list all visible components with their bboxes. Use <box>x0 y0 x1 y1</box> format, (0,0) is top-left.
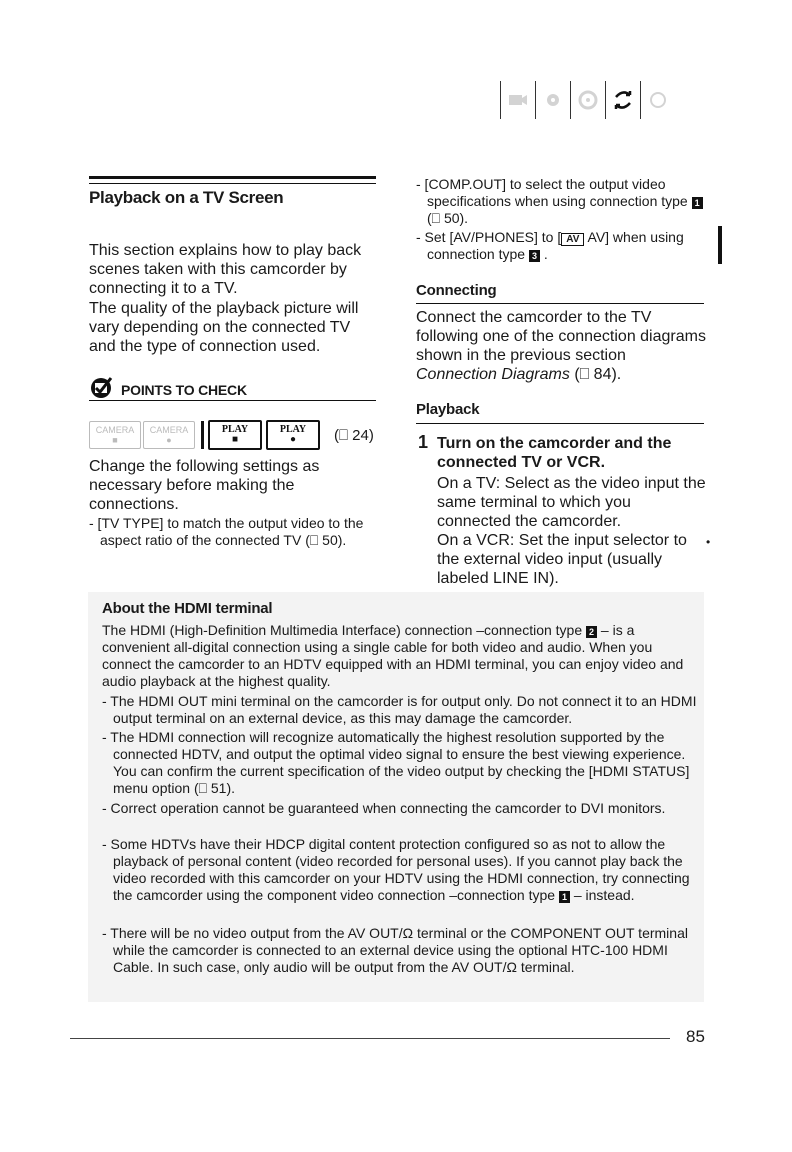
connecting-paragraph <box>416 308 708 384</box>
tab-divider <box>500 81 501 119</box>
camera-mode-label: CAMERA <box>95 425 135 435</box>
tab-divider <box>640 81 641 119</box>
points-rule <box>89 400 376 401</box>
comp-out-ref: (⎕ 50). <box>427 210 469 226</box>
connecting-ref: (⎕ 84). <box>574 366 622 383</box>
connecting-rule <box>416 303 704 304</box>
page-number: 85 <box>686 1027 705 1046</box>
tab-divider <box>570 81 571 119</box>
step-body-vcr: On a VCR: Set the input selector to the external video input (usually labeled LINE IN). <box>437 532 687 587</box>
av-phones-text-2: AV] when using connection type <box>427 229 684 262</box>
operating-modes <box>89 420 374 450</box>
disc-icon <box>575 85 601 115</box>
hdmi-bullet-resolution: - The HDMI connection will recognize automatically the highest resolution supported by the connected HDTV, and output the optimal video signal to ensure the best viewing experience. You can confirm the current specification of the video output by checking the [HDMI STATUS] menu option (⎕ 51). <box>102 729 690 796</box>
play-mode-badge <box>208 420 262 450</box>
hdmi-note-title: About the HDMI terminal <box>102 600 273 617</box>
av-phones-end: . <box>543 246 548 262</box>
playback-heading: Playback <box>416 401 480 418</box>
connection-type-badge: 1 <box>559 891 570 903</box>
play-mode-badge <box>266 420 320 450</box>
hdcp-text: - Some HDTVs have their HDCP digital content protection configured so as not to allow the playback of personal content (video recorded for personal uses). If you cannot play back the video recorded with this camcorder on your HDTV using the HDMI connection, try connecting the camcorder using the component video connection –connection type <box>102 836 690 903</box>
tab-divider <box>535 81 536 119</box>
hdmi-bullet-dvi: - Correct operation cannot be guaranteed when connecting the camcorder to DVI monitors. <box>102 800 666 816</box>
tv-type-bullet: - [TV TYPE] to match the output video to the aspect ratio of the connected TV (⎕ 50). <box>89 515 364 548</box>
step-body-tv: On a TV: Select as the video input the same terminal to which you connected the camcorder. <box>437 475 706 530</box>
connection-type-badge: 1 <box>692 197 703 209</box>
video-play-icon: ■ <box>231 434 239 445</box>
tab-divider <box>605 81 606 119</box>
step-number: 1 <box>418 432 429 452</box>
connect-icon <box>610 85 636 115</box>
hdmi-bullet-no-video: - There will be no video output from the AV OUT/Ω terminal or the COMPONENT OUT terminal while the camcorder is connected to an external device using the optional HTC-100 HDMI Cable. In such case, only audio will be output from the AV OUT/Ω terminal. <box>102 925 688 975</box>
intro-paragraph-2: The quality of the playback picture will vary depending on the connected TV and the type of connection used. <box>89 300 359 355</box>
hdmi-note-intro <box>102 622 697 690</box>
points-to-check-label: POINTS TO CHECK <box>121 381 247 398</box>
connecting-text: Connect the camcorder to the TV following one of the connection diagrams shown in the previous section <box>416 309 706 364</box>
camera-mode-badge <box>89 421 141 449</box>
page-reference: (⎕ 24) <box>334 426 374 444</box>
change-settings-paragraph: Change the following settings as necessary before making the connections. <box>89 458 320 513</box>
mode-separator <box>201 421 204 449</box>
connection-diagrams-link: Connection Diagrams <box>416 366 570 383</box>
intro-paragraph-1: This section explains how to play back scenes taken with this camcorder by connecting it to a TV. <box>89 242 362 297</box>
camera-mode-badge <box>143 421 195 449</box>
photo-mode-icon <box>540 85 566 115</box>
step-title: Turn on the camcorder and the connected TV or VCR. <box>437 435 672 471</box>
page-title: Playback on a TV Screen <box>89 188 284 207</box>
video-camera-icon: ■ <box>112 435 118 445</box>
hdmi-intro-text: The HDMI (High-Definition Multimedia Interface) connection –connection type <box>102 622 583 638</box>
av-phones-bullet <box>416 229 727 263</box>
connecting-heading: Connecting <box>416 282 497 299</box>
playback-rule <box>416 423 704 424</box>
camera-mode-icon <box>505 85 531 115</box>
title-rule-heavy <box>89 176 376 179</box>
comp-out-bullet <box>416 176 717 227</box>
camera-mode-label: CAMERA <box>149 425 189 435</box>
connection-type-badge: 2 <box>586 626 597 638</box>
hdmi-bullet-hdcp <box>102 836 708 904</box>
play-mode-label: PLAY <box>279 424 307 435</box>
photo-play-icon: ● <box>289 434 297 445</box>
connection-type-badge: 3 <box>529 250 540 262</box>
hdcp-text-2: – instead. <box>573 887 635 903</box>
footer-rule <box>70 1038 670 1039</box>
play-mode-label: PLAY <box>221 424 249 435</box>
hdmi-intro-text-2: – is a convenient all-digital connection using a single cable for both video and audio. When you connect the camcorder to an HDTV equipped with an HDMI terminal, you can enjoy video and audio playback at the highest quality. <box>102 622 684 689</box>
hdmi-bullet-output-only: - The HDMI OUT mini terminal on the camcorder is for output only. Do not connect it to an HDMI output terminal on an external device, as this may damage the camcorder. <box>102 693 697 726</box>
av-phones-text: - Set [AV/PHONES] to [ <box>416 229 562 245</box>
margin-dot: • <box>706 535 711 549</box>
comp-out-text: - [COMP.OUT] to select the output video specifications when using connection type <box>416 176 688 209</box>
still-camera-icon: ● <box>166 435 172 445</box>
step-body <box>437 474 707 588</box>
circle-icon <box>645 85 671 115</box>
title-rule-thin <box>89 183 376 184</box>
av-setting-icon: AV <box>561 233 584 246</box>
mode-icon-tabs <box>496 78 671 122</box>
